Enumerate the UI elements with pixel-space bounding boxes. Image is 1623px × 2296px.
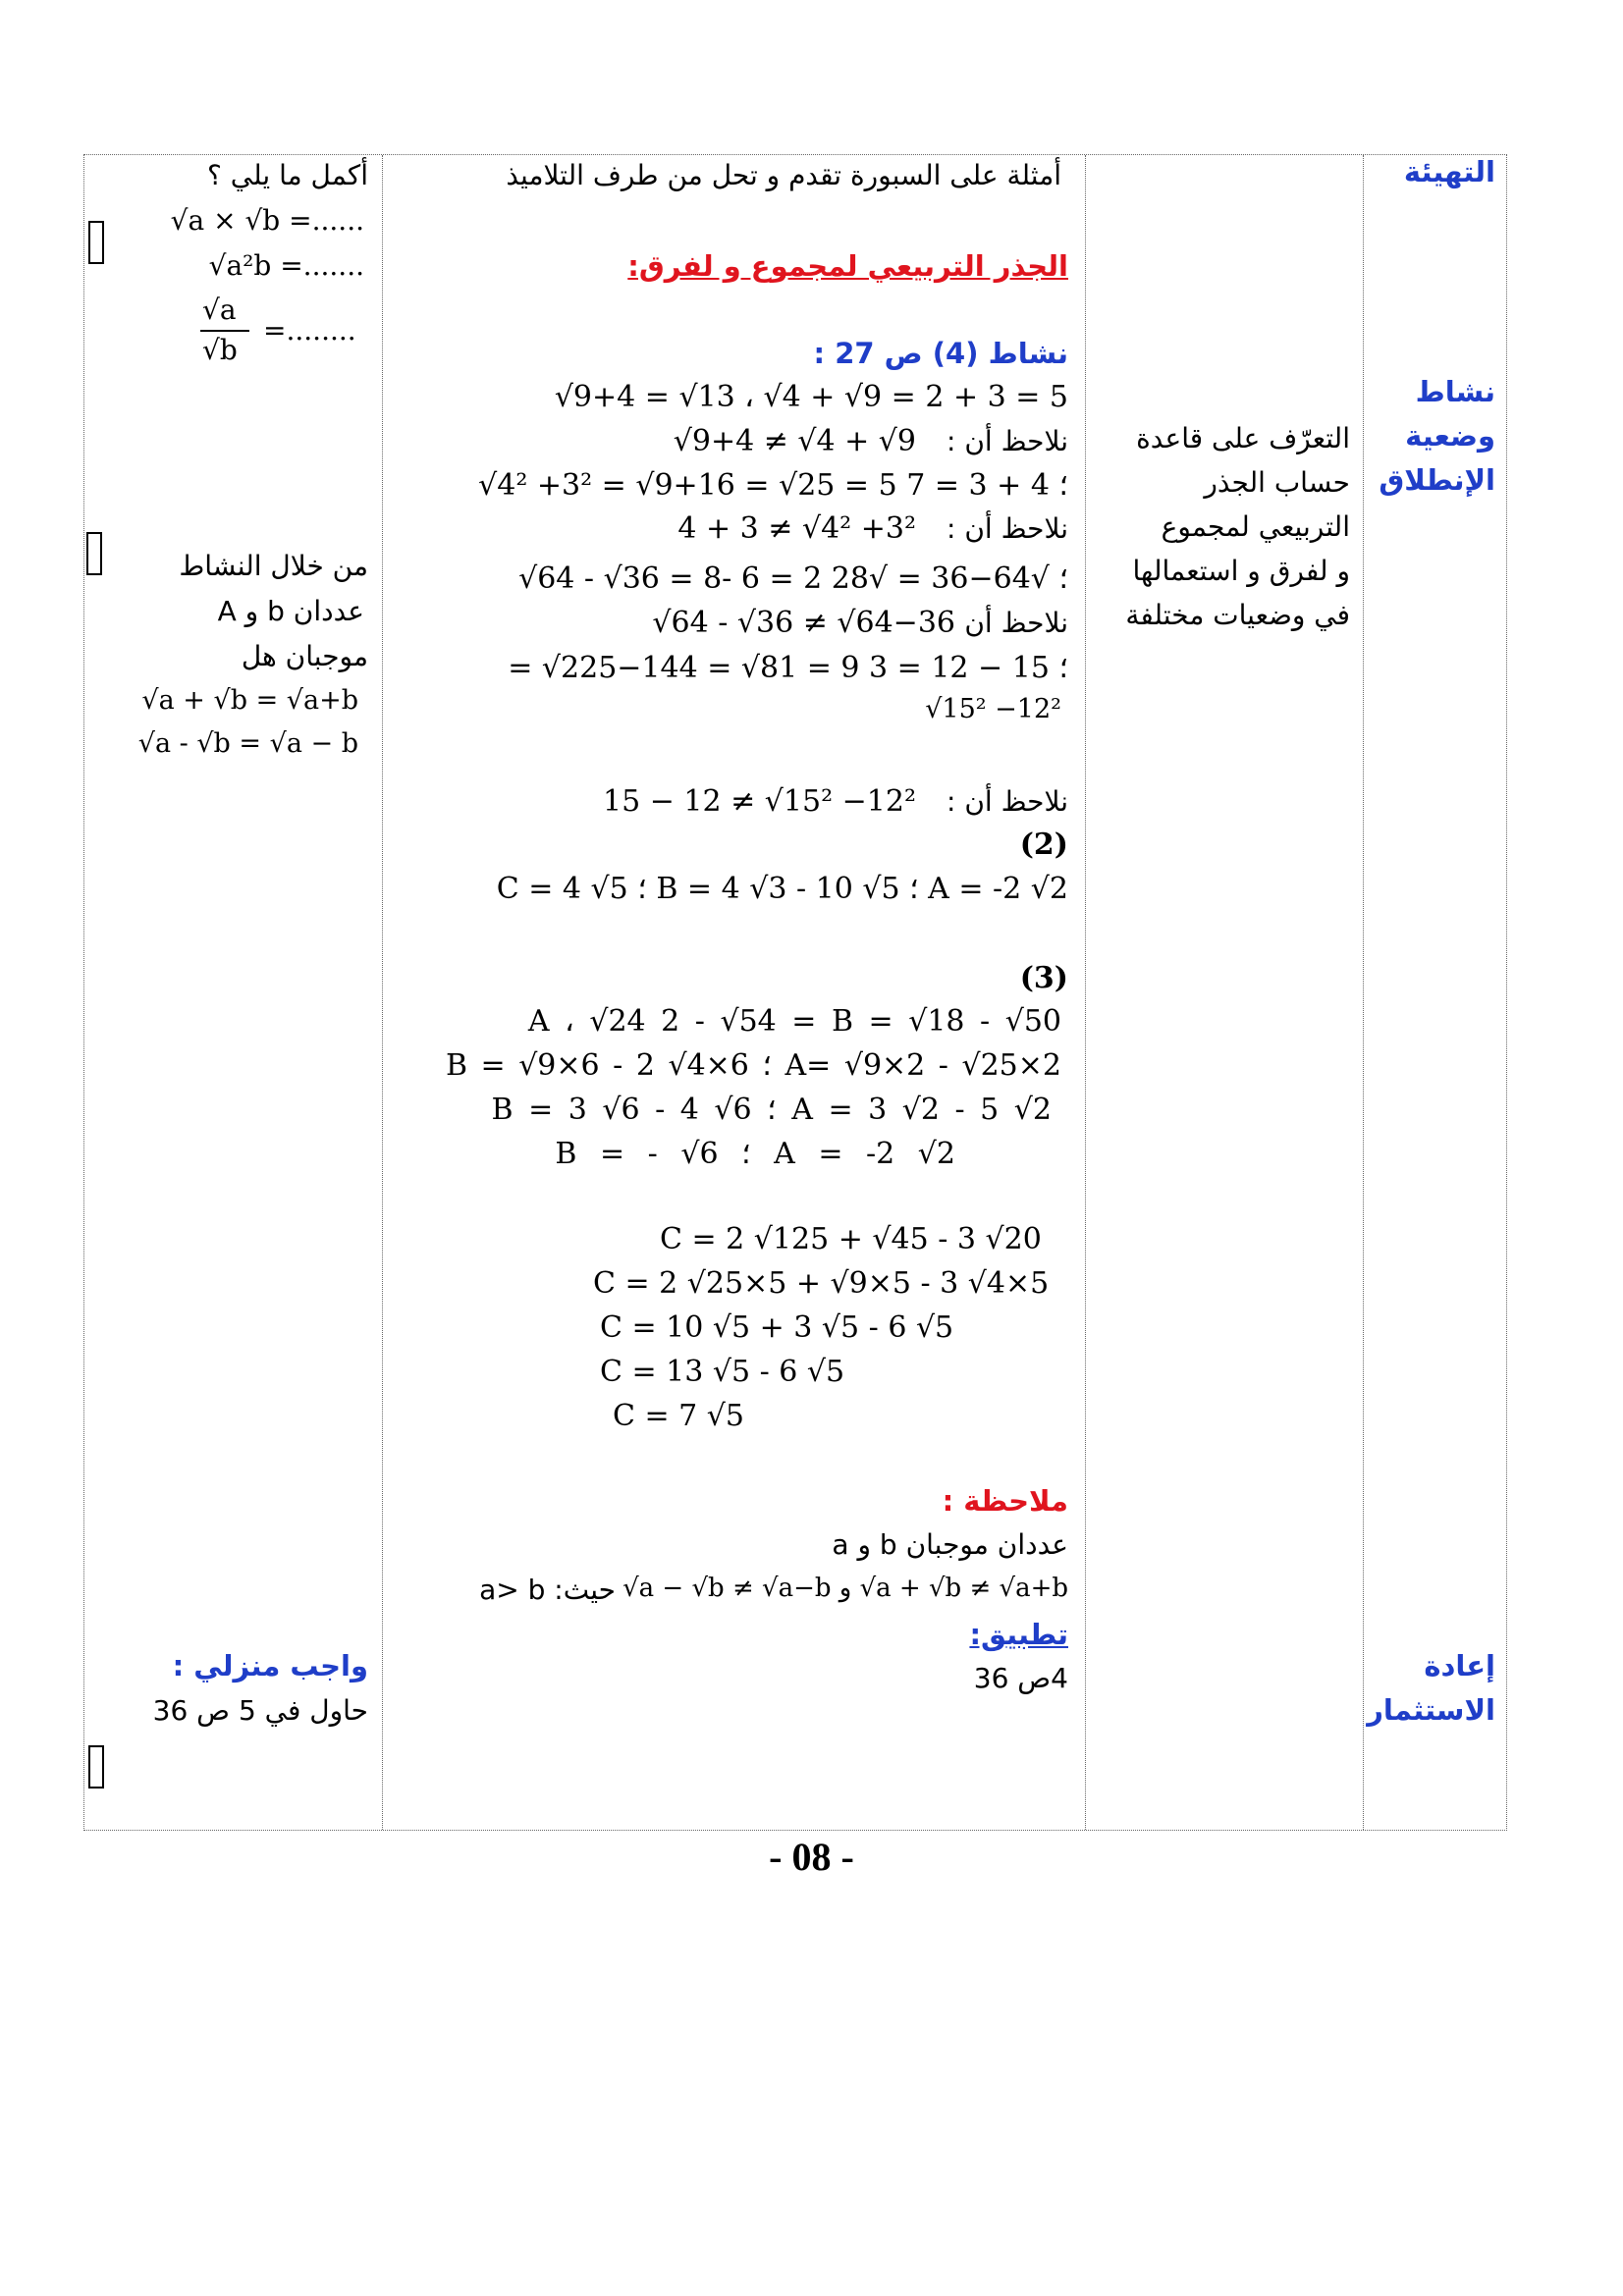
c-step-4: C = 13 √5 - 6 √5: [600, 1355, 845, 1389]
part-2-line: C = 4 √5 ؛ B = 4 √3 - 10 √5 ؛ A = -2 √2: [496, 872, 1068, 906]
objective-line-2: حساب الجذر: [1204, 466, 1350, 499]
note-line-2-math: √a − √b ≠ √a−b و √a + √b ≠ √a+b: [622, 1574, 1068, 1603]
part-3-row-4: B = - √6 ؛ A = -2 √2: [555, 1137, 955, 1171]
note-line-2-text: حيث: a> b: [479, 1574, 616, 1606]
stage-launch-1: نشاط: [1415, 375, 1495, 408]
activity-eq-1: √9+4 = √13 ، √4 + √9 = 2 + 3 = 5: [554, 380, 1068, 414]
note-label-1: نلاحظ أن :: [947, 425, 1068, 457]
part-3-row-3: B = 3 √6 - 4 √6 ؛ A = 3 √2 - 5 √2: [491, 1093, 1052, 1127]
objective-line-4: و لفرق و استعمالها: [1132, 555, 1350, 587]
column-divider: [1363, 155, 1364, 1830]
question-1: √a × √b =......: [170, 204, 364, 237]
apply-title: تطبيق:: [969, 1618, 1068, 1651]
activity-eq-4-cont: √15² −12²: [925, 694, 1061, 724]
part-3-label: (3): [1019, 961, 1068, 995]
lesson-title: الجذر التربيعي لمجموع و لفرق:: [627, 249, 1068, 283]
part-3-row-1: A ، √24 2 - √54 = B = √18 - √50: [527, 1004, 1061, 1039]
question-2: √a²b =.......: [208, 249, 364, 282]
question-title: أكمل ما يلي ؟: [207, 159, 368, 191]
note-label-4: نلاحظ أن :: [947, 785, 1068, 818]
part-3-row-2: B = √9×6 - 2 √4×6 ؛ A= √9×2 - √25×2: [445, 1048, 1061, 1083]
intro-text: أمثلة على السبورة تقدم و تحل من طرف التلاميذ: [506, 159, 1061, 191]
homework-text: حاول في 5 ص 36: [152, 1694, 368, 1727]
assess-eq-1: √a + √b = √a+b: [141, 685, 358, 716]
stage-reinvest-1: إعادة: [1424, 1649, 1495, 1682]
assess-line-1: من خلال النشاط: [179, 550, 368, 582]
stage-launch-2: وضعية: [1405, 419, 1495, 453]
assess-line-2: A و b عددان: [217, 595, 364, 627]
note-label-2: نلاحظ أن :: [947, 512, 1068, 545]
stage-launch-3: الإنطلاق: [1379, 463, 1495, 497]
apply-text: 4ص 36: [973, 1662, 1068, 1694]
activity-eq-2: √4² +3² = √9+16 = √25 = 5 ؛ 4 + 3 = 7: [478, 468, 1068, 503]
question-3-numerator: √a: [202, 294, 237, 326]
objective-line-1: التعرّف على قاعدة: [1136, 422, 1350, 454]
note-math-3: √64 - √36 ≠ √64−36: [652, 606, 955, 640]
activity-eq-3: √64 - √36 = 8- 6 = 2 ؛ √64−36 = √28: [518, 561, 1068, 596]
stage-reinvest-2: الاستثمار: [1367, 1693, 1495, 1727]
question-3-dots: =........: [263, 314, 356, 347]
note-line-1: a و b عددان موجبان: [832, 1528, 1068, 1561]
activity-eq-4: = √225−144 = √81 = 9 ؛ 15 − 12 = 3: [508, 651, 1068, 685]
assess-line-3: موجبان هل: [241, 640, 368, 672]
assess-eq-2: √a - √b = √a − b: [137, 728, 358, 759]
activity-title: نشاط (4) ص 27 :: [813, 337, 1068, 370]
c-step-1: C = 2 √125 + √45 - 3 √20: [660, 1222, 1042, 1256]
objective-line-5: في وضعيات مختلفة: [1125, 599, 1350, 631]
checkbox-icon: [86, 532, 102, 575]
question-3-denominator: √b: [202, 334, 238, 366]
checkbox-icon: [88, 1745, 104, 1789]
note-math-1: √9+4 ≠ √4 + √9: [673, 424, 916, 458]
checkbox-icon: [88, 221, 104, 264]
stage-warmup: التهيئة: [1403, 155, 1495, 188]
page-number: - 08 -: [769, 1835, 854, 1879]
column-divider: [382, 155, 383, 1830]
c-step-2: C = 2 √25×5 + √9×5 - 3 √4×5: [593, 1266, 1050, 1301]
part-2-label: (2): [1019, 828, 1068, 862]
fraction-bar: [200, 330, 249, 332]
homework-title: واجب منزلي :: [172, 1649, 368, 1682]
c-step-3: C = 10 √5 + 3 √5 - 6 √5: [600, 1310, 954, 1345]
note-label-3: نلاحظ أن: [964, 607, 1068, 639]
c-step-5: C = 7 √5: [613, 1399, 744, 1433]
note-math-4: 15 − 12 ≠ √15² −12²: [603, 784, 916, 819]
objective-line-3: التربيعي لمجموع: [1161, 510, 1350, 543]
column-divider: [1085, 155, 1086, 1830]
note-math-2: 4 + 3 ≠ √4² +3²: [677, 511, 916, 546]
note-title: ملاحظة :: [942, 1484, 1068, 1518]
